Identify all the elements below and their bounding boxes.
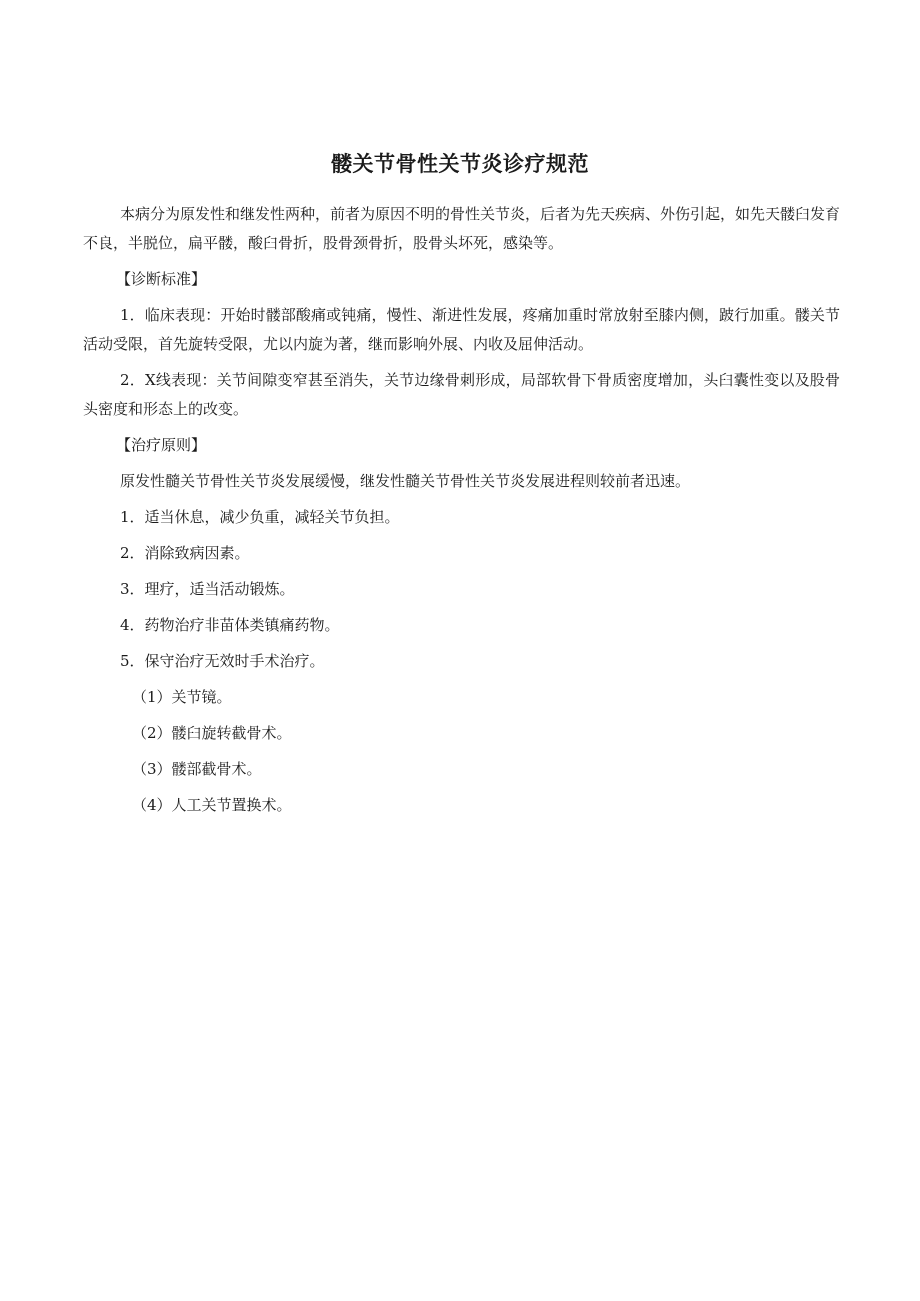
document-body bbox=[83, 200, 840, 827]
treatment-intro: 原发性髓关节骨性关节炎发展缓慢，继发性髓关节骨性关节炎发展进程则较前者迅速。 bbox=[120, 472, 691, 490]
treatment-item: 2．消除致病因素。 bbox=[120, 544, 250, 562]
treatment-item: 1．适当休息，减少负重，减轻关节负担。 bbox=[120, 508, 400, 526]
surgery-item: （1）关节镜。 bbox=[132, 688, 232, 706]
diagnosis-heading: 【诊断标准】 bbox=[116, 270, 207, 288]
treatment-heading: 【治疗原则】 bbox=[116, 436, 207, 454]
document-title: 髅关节骨性关节炎诊疗规范 bbox=[331, 152, 589, 176]
surgery-item: （4）人工关节置换术。 bbox=[132, 796, 292, 814]
diagnosis-item-xray: 2．X线表现：关节间隙变窄甚至消失，关节边缘骨刺形成，局部软骨下骨质密度增加，头臼囊性变以及股骨头密度和形态上的改变。 bbox=[83, 371, 840, 418]
treatment-item: 4．药物治疗非苗体类镇痛药物。 bbox=[120, 616, 340, 634]
surgery-item: （2）髅臼旋转截骨术。 bbox=[132, 724, 292, 742]
surgery-item: （3）髅部截骨术。 bbox=[132, 760, 262, 778]
treatment-item: 3．理疗，适当活动锻炼。 bbox=[120, 580, 295, 598]
intro-paragraph: 本病分为原发性和继发性两种，前者为原因不明的骨性关节炎，后者为先天疾病、外伤引起，如先天髅臼发育不良，半脱位，扁平髅，酸臼骨折，股骨颈骨折，股骨头坏死，感染等。 bbox=[83, 205, 841, 252]
diagnosis-item-clinical: 1．临床表现：开始时髅部酸痛或钝痛，慢性、渐进性发展，疼痛加重时常放射至膝内侧，跛行加重。髅关节活动受限，首先旋转受限，尤以内旋为著，继而影响外展、内收及屈伸活动。 bbox=[83, 306, 840, 353]
treatment-item: 5．保守治疗无效时手术治疗。 bbox=[120, 652, 325, 670]
